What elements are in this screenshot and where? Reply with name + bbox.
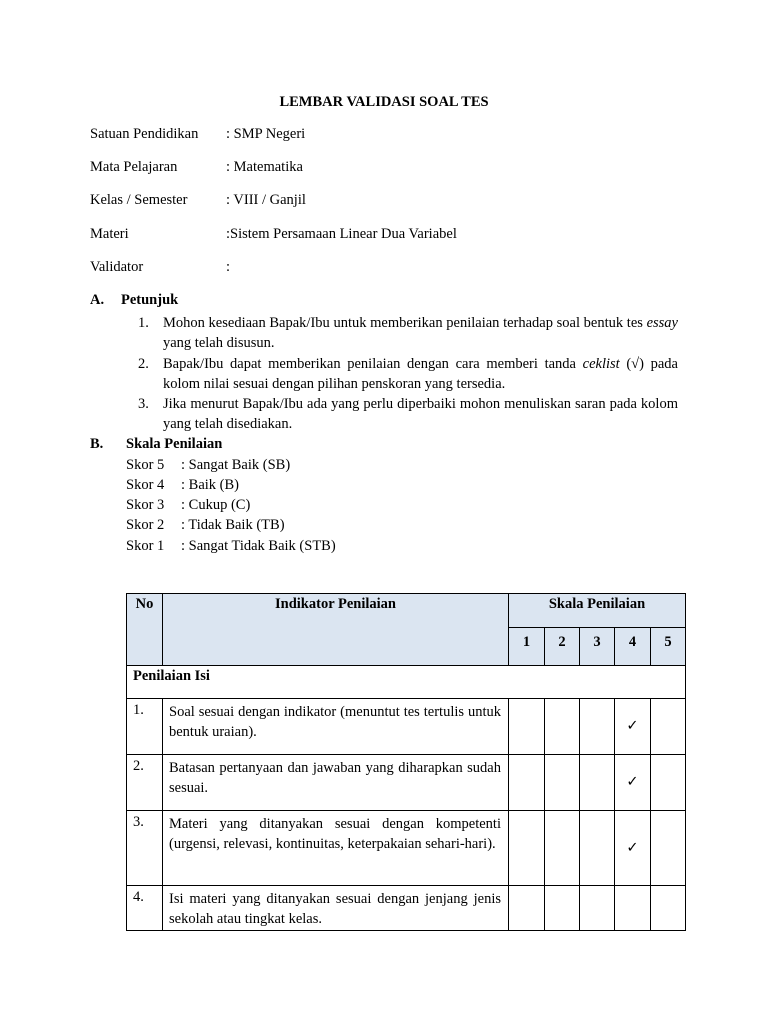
validation-table: [126, 593, 686, 931]
row-indicator-text: Batasan pertanyaan dan jawaban yang diharapkan sudah sesuai.: [163, 755, 509, 811]
row-number: 3.: [127, 811, 163, 886]
score-label: Skor 3: [126, 497, 165, 513]
score-cell-1[interactable]: [509, 699, 545, 755]
info-value: : Matematika: [226, 159, 303, 175]
info-value: : SMP Negeri: [226, 126, 306, 142]
table-row: [127, 811, 686, 886]
score-desc: : Tidak Baik (TB): [181, 517, 285, 533]
score-desc: : Sangat Baik (SB): [181, 457, 291, 473]
row-number: 1.: [127, 699, 163, 755]
header-scale-3: 3: [580, 628, 615, 666]
row-number: 2.: [127, 755, 163, 811]
info-row-kelas: [90, 192, 690, 212]
score-cell-4[interactable]: [615, 811, 651, 886]
row-indicator-text: Isi materi yang ditanyakan sesuai dengan jenjang jenis sekolah atau tingkat kelas.: [163, 886, 509, 931]
list-item: [138, 394, 678, 435]
section-letter: B.: [90, 436, 104, 452]
header-scale-2: 2: [545, 628, 580, 666]
info-row-materi: [90, 226, 690, 246]
score-cell-3[interactable]: [580, 755, 615, 811]
list-text: Mohon kesediaan Bapak/Ibu untuk memberikan penilaian terhadap soal bentuk tes essay yang telah disusun.: [163, 315, 678, 352]
header-scale-4: 4: [615, 628, 651, 666]
petunjuk-list: [138, 313, 678, 435]
info-label: Materi: [90, 226, 129, 242]
score-label: Skor 2: [126, 517, 165, 533]
list-number: 2.: [138, 355, 149, 372]
score-cell-2[interactable]: [545, 755, 580, 811]
score-cell-4[interactable]: [615, 699, 651, 755]
info-value: : VIII / Ganjil: [226, 192, 306, 208]
section-title: Skala Penilaian: [126, 436, 223, 452]
group-row: [127, 666, 686, 699]
header-scale-5: 5: [651, 628, 686, 666]
list-number: 1.: [138, 315, 149, 331]
section-letter: A.: [90, 292, 105, 308]
info-label: Kelas / Semester: [90, 192, 188, 208]
score-cell-2[interactable]: [545, 811, 580, 886]
row-number: 4.: [127, 886, 163, 931]
list-item: [138, 313, 678, 354]
table-row: [127, 886, 686, 931]
list-text: Jika menurut Bapak/Ibu ada yang perlu diperbaiki mohon menuliskan saran pada kolom yang telah disediakan.: [163, 396, 678, 433]
info-row-validator: [90, 259, 690, 279]
row-indicator-text: Materi yang ditanyakan sesuai dengan kompetenti (urgensi, relevasi, kontinuitas, keterpakaian sehari-hari).: [163, 811, 509, 886]
score-cell-4[interactable]: [615, 886, 651, 931]
score-cell-5[interactable]: [651, 811, 686, 886]
score-cell-5[interactable]: [651, 755, 686, 811]
score-cell-1[interactable]: [509, 755, 545, 811]
score-desc: : Baik (B): [181, 477, 239, 493]
info-label: Validator: [90, 259, 144, 275]
score-cell-1[interactable]: [509, 811, 545, 886]
table-row: [127, 699, 686, 755]
info-row-mapel: [90, 159, 690, 179]
header-indicator: Indikator Penilaian: [163, 594, 509, 666]
header-scale: Skala Penilaian: [509, 594, 686, 628]
info-value: :Sistem Persamaan Linear Dua Variabel: [226, 226, 457, 242]
header-scale-1: 1: [509, 628, 545, 666]
list-item: [138, 354, 678, 395]
score-label: Skor 1: [126, 538, 165, 554]
check-mark-icon: ✓: [626, 718, 639, 734]
score-cell-3[interactable]: [580, 699, 615, 755]
info-label: Mata Pelajaran: [90, 159, 178, 175]
list-text: Bapak/Ibu dapat memberikan penilaian dengan cara memberi tanda ceklist (√) pada kolom nilai sesuai dengan pilihan penskoran yang tersedia.: [163, 355, 678, 392]
header-no: No: [127, 594, 163, 666]
row-indicator-text: Soal sesuai dengan indikator (menuntut tes tertulis untuk bentuk uraian).: [163, 699, 509, 755]
group-label: Penilaian Isi: [127, 666, 686, 699]
list-number: 3.: [138, 396, 149, 413]
check-mark-icon: ✓: [626, 774, 639, 790]
score-cell-4[interactable]: [615, 755, 651, 811]
table-row: [127, 755, 686, 811]
score-cell-3[interactable]: [580, 886, 615, 931]
score-desc: : Sangat Tidak Baik (STB): [181, 538, 336, 554]
score-cell-5[interactable]: [651, 886, 686, 931]
section-title: Petunjuk: [121, 292, 179, 308]
section-b-heading: [0, 436, 768, 456]
score-cell-1[interactable]: [509, 886, 545, 931]
info-label: Satuan Pendidikan: [90, 126, 199, 142]
score-cell-2[interactable]: [545, 886, 580, 931]
score-cell-3[interactable]: [580, 811, 615, 886]
score-desc: : Cukup (C): [181, 497, 251, 513]
section-a-heading: [0, 292, 768, 312]
document-title: LEMBAR VALIDASI SOAL TES: [279, 94, 489, 110]
score-label: Skor 5: [126, 457, 165, 473]
info-row-satuan: [90, 126, 690, 146]
info-value: :: [226, 259, 231, 275]
score-cell-5[interactable]: [651, 699, 686, 755]
score-label: Skor 4: [126, 477, 165, 493]
score-cell-2[interactable]: [545, 699, 580, 755]
check-mark-icon: ✓: [626, 839, 639, 856]
